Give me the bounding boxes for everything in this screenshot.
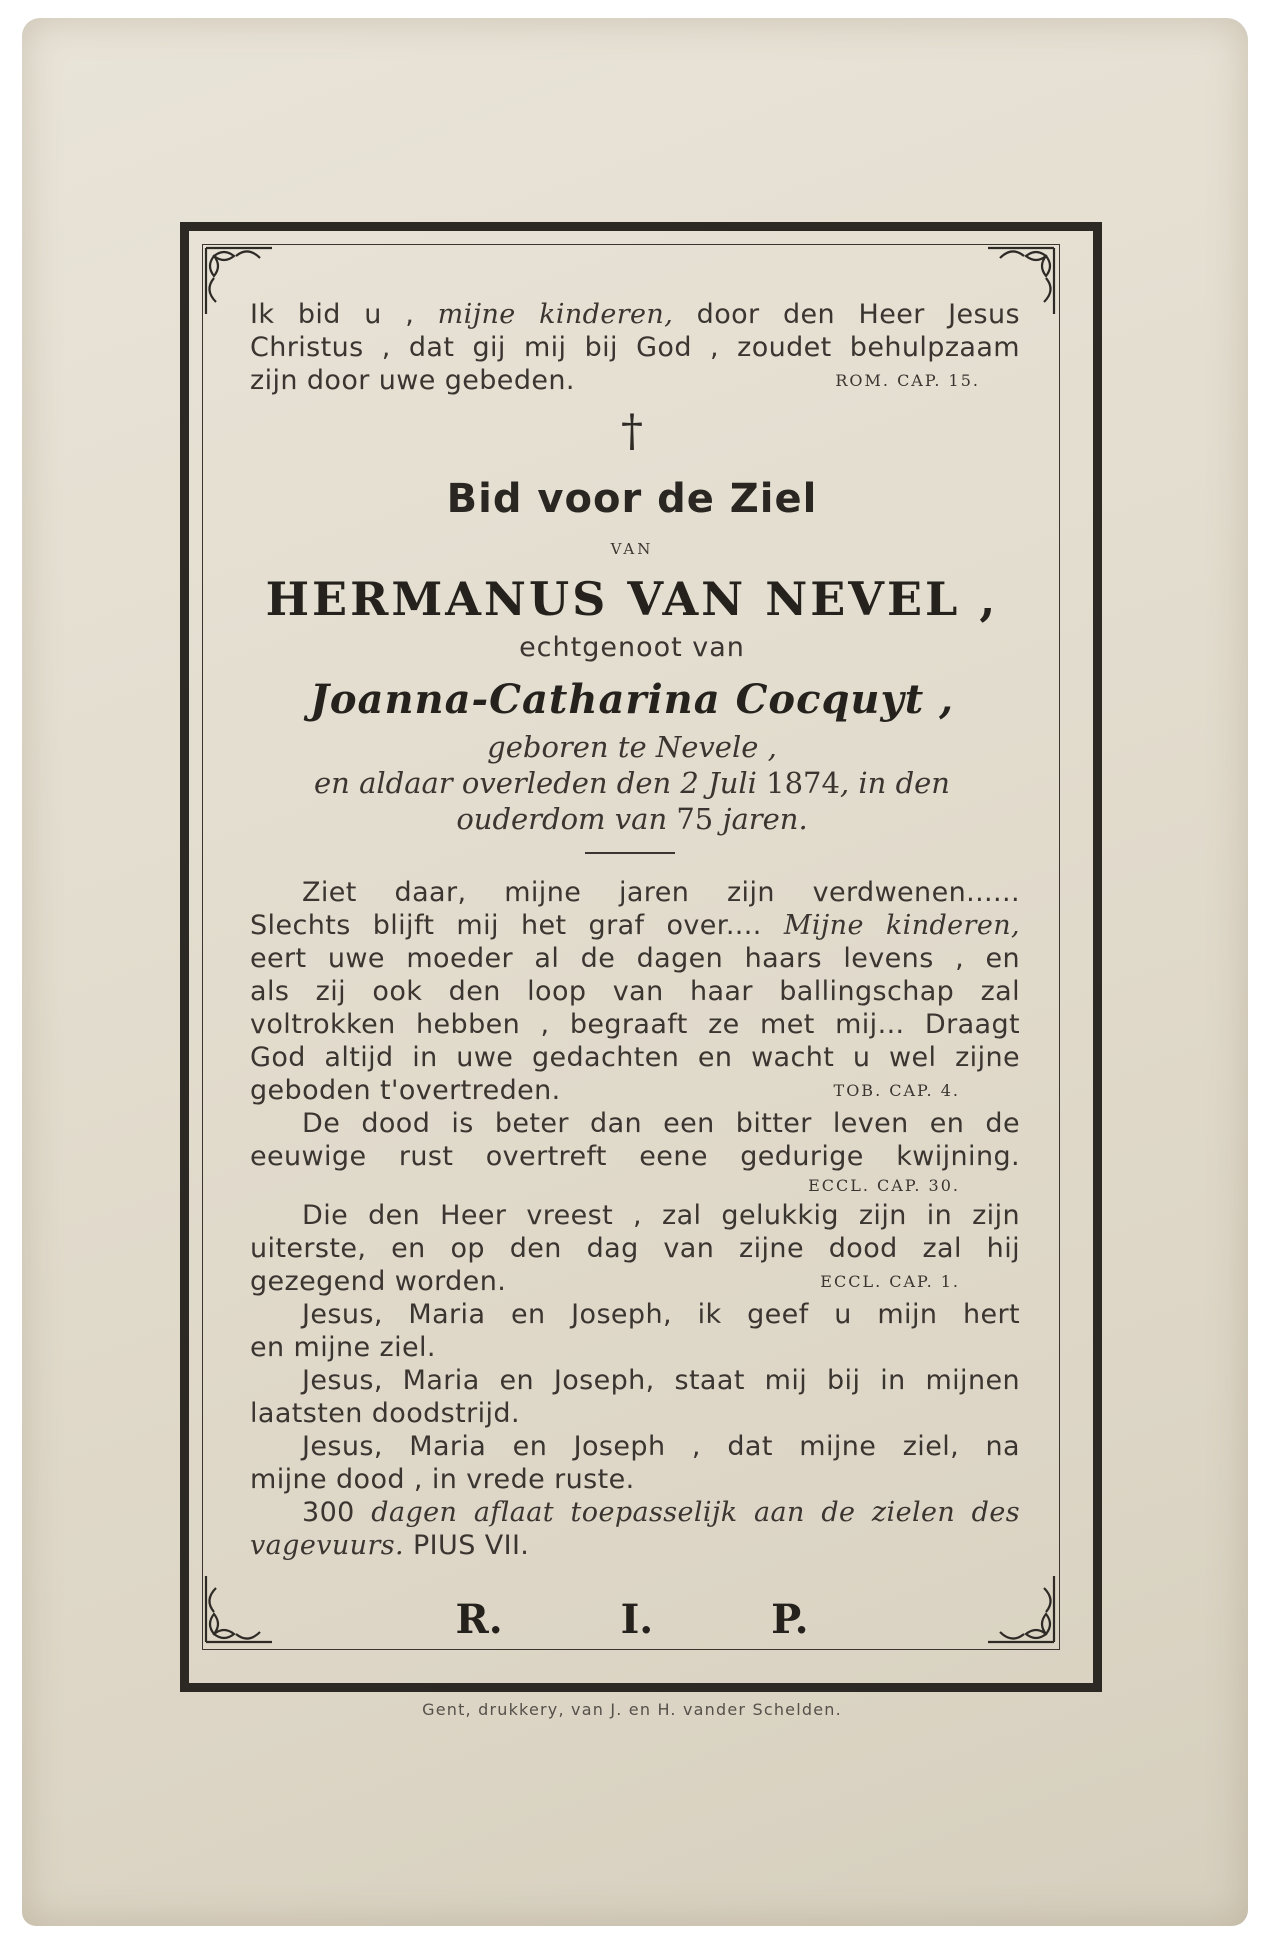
body-line: God altijd in uwe gedachten en wacht u wel zijne (250, 1042, 1020, 1073)
scripture-reference: ROM. CAP. 15. (835, 371, 980, 390)
deceased-name: HERMANUS VAN NEVEL , (265, 572, 999, 626)
quote-line: Christus , dat gij mij bij God , zoudet behulpzaam (250, 332, 1020, 363)
body-line: Jesus, Maria en Joseph, ik geef u mijn hert (302, 1299, 1020, 1330)
body-line: mijne dood , in vrede ruste. (250, 1464, 635, 1495)
age-line (202, 802, 1062, 836)
printer-imprint: Gent, drukkery, van J. en H. vander Schelden. (422, 1700, 842, 1719)
scripture-reference: ECCL. CAP. 1. (820, 1272, 960, 1291)
quote-text: zijn door uwe gebeden. (250, 365, 575, 396)
body-line: laatsten doodstrijd. (250, 1398, 520, 1429)
age-number: 75 (676, 802, 714, 836)
body-emphasis: Mijne kinderen, (783, 910, 1021, 941)
body-line: uiterste, en op den dag van zijne dood zal hij (250, 1233, 1020, 1264)
quote-line (250, 298, 1020, 331)
divider-rule (585, 852, 675, 854)
heading: Bid voor de Ziel (446, 476, 818, 522)
quote-emphasis: mijne kinderen, (437, 299, 674, 330)
body-line (250, 909, 1020, 942)
death-text: en aldaar overleden den 2 Juli (314, 766, 757, 800)
body-line: Jesus, Maria en Joseph , dat mijne ziel, na (302, 1431, 1020, 1462)
body-text-run: geboden t'overtreden. (250, 1075, 561, 1106)
body-line (250, 1529, 1020, 1562)
rip-letter: R. (455, 1596, 503, 1643)
spouse-name: Joanna-Catharina Cocquyt , (309, 676, 955, 723)
age-text: jaren. (722, 802, 808, 836)
rip-letter: I. (620, 1596, 654, 1643)
body-line: Ziet daar, mijne jaren zijn verdwenen...... (302, 877, 1020, 908)
death-text: , in den (839, 766, 950, 800)
body-text-run: 300 (302, 1497, 355, 1528)
cross-icon: † (621, 406, 643, 457)
birth-line: geboren te Nevele , (487, 730, 777, 764)
scripture-reference: ECCL. CAP. 30. (808, 1176, 960, 1195)
spouse-label: echtgenoot van (519, 632, 745, 663)
body-text-run: PIUS VII. (412, 1530, 530, 1561)
body-emphasis: vagevuurs. (250, 1530, 404, 1561)
body-text-run: gezegend worden. (250, 1266, 507, 1297)
scripture-reference: TOB. CAP. 4. (833, 1081, 960, 1100)
body-text-run: Slechts blijft mij het graf over.... (250, 910, 762, 941)
quote-text: door den Heer Jesus (696, 299, 1020, 330)
body-line (250, 1074, 1020, 1107)
death-year: 1874 (766, 766, 840, 800)
body-line (250, 1496, 1020, 1529)
body-line: en mijne ziel. (250, 1332, 436, 1363)
body-line (250, 1265, 1020, 1298)
opening-quote (250, 298, 1020, 397)
quote-text: Ik bid u , (250, 299, 415, 330)
rip-line (202, 1596, 1062, 1643)
body-line: Jesus, Maria en Joseph, staat mij bij in mijnen (302, 1365, 1020, 1396)
death-line (202, 766, 1062, 800)
body-text (250, 876, 1020, 1562)
quote-line (250, 364, 1020, 397)
body-line: Die den Heer vreest , zal gelukkig zijn in zijn (302, 1200, 1020, 1231)
body-line: voltrokken hebben , begraaft ze met mij... Draagt (250, 1009, 1020, 1040)
body-line: eert uwe moeder al de dagen haars levens , en (250, 943, 1020, 974)
body-emphasis: dagen aflaat toepasselijk aan de zielen des (371, 1497, 1020, 1528)
body-line: eeuwige rust overtreft eene gedurige kwijning. (250, 1141, 1020, 1172)
rip-letter: P. (771, 1596, 809, 1643)
body-line: als zij ook den loop van haar ballingschap zal (250, 976, 1020, 1007)
body-line: De dood is beter dan een bitter leven en de (302, 1108, 1020, 1139)
van-label: VAN (610, 540, 654, 558)
age-text: ouderdom van (456, 802, 668, 836)
